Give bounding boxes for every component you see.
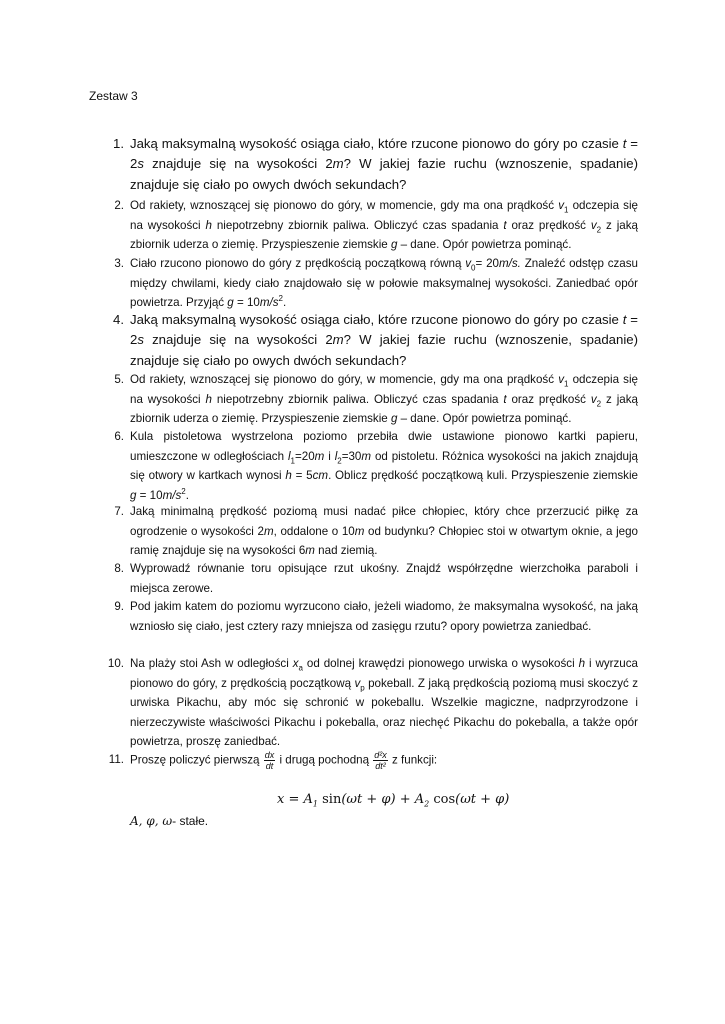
problem-8: 8. Wyprowadź równanie toru opisujące rzut ukośny. Znajdź współrzędne wierzchołka paraboli i miejsca zerowe. bbox=[130, 559, 638, 598]
problem-5: 5. Od rakiety, wznoszącej się pionowo do góry, w momencie, gdy ma ona prądkość $v_1$ odczepia się na wysokości h niepotrzebny zbiornik paliwa. Obliczyć czas spadania t oraz prędkość $v_2$ z jaką zbiornik uderza o ziemię. Przyspieszenie ziemskie g – dane. Opór powietrza pominąć. bbox=[130, 370, 638, 429]
problem-9: 9. Pod jakim katem do poziomu wyrzucono ciało, jeżeli wiadomo, że maksymalna wysokość, na jaką wzniosło się ciało, jest cztery razy mniejsza od zasięgu rzutu? opory powietrza zaniedbać. bbox=[130, 597, 638, 636]
problem-10: 10. Na plaży stoi Ash w odległości $x_a$ od dolnej krawędzi pionowego urwiska o wysokości h i wyrzuca pionowo do góry, z prędkością początkową $v_p$ pokeball. Z jaką prędkością poziomą musi skoczyć z urwiska Pikachu, aby móc się schronić w pokeballu. Wszelkie magiczne, nadprzyrodzone i nierzeczywiste właściwości Pikachu i pokeballa, oraz niechęć Pikachu do pokeballa, a także opór powietrza, proszę zaniedbać. bbox=[130, 654, 638, 752]
problem-number: 3. bbox=[114, 257, 124, 270]
problem-number: 8. bbox=[114, 562, 124, 575]
problem-number: 4. bbox=[113, 312, 124, 327]
problem-number: 10. bbox=[107, 657, 124, 670]
problem-1: 1. Jaką maksymalną wysokość osiąga ciało, które rzucone pionowo do góry po czasie t = 2s znajduje się na wysokości 2m? W jakiej fazie ruchu (wznoszenie, spadanie) znajduje się ciało po owych dwóch sekundach? bbox=[130, 134, 638, 195]
problem-number: 2. bbox=[114, 199, 124, 212]
problem-2: 2. Od rakiety, wznoszącej się pionowo do góry, w momencie, gdy ma ona prądkość $v_1$ odczepia się na wysokości h niepotrzebny zbiornik paliwa. Obliczyć czas spadania t oraz prędkość $v_2$ z jaką zbiornik uderza o ziemię. Przyspieszenie ziemskie g – dane. Opór powietrza pominąć. bbox=[130, 196, 638, 255]
problem-number: 11. bbox=[108, 753, 124, 766]
problem-number: 1. bbox=[113, 136, 124, 151]
problem-11: 11. Proszę policzyć pierwszą $\frac{dx}{dt}$ i drugą pochodną $\frac{\text{d²x}}{\text{dt²}}$ z funkcji: bbox=[130, 750, 638, 771]
problem-7: 7. Jaką minimalną prędkość poziomą musi nadać piłce chłopiec, który chce przerzucić piłkę za ogrodzenie o wysokości 2m, oddalone o 10m od budynku? Chłopiec stoi w otwartym oknie, a jego ramię znajduje się na wysokości 6m nad ziemią. bbox=[130, 502, 638, 561]
constants-note: A, φ, ω- stałe. bbox=[130, 814, 209, 828]
function-formula: $x = A_1$ $\sin(\omega t + \varphi) + A_2$ cos(ωt + φ) bbox=[277, 792, 510, 809]
problem-6: 6. Kula pistoletowa wystrzelona poziomo przebiła dwie ustawione pionowo kartki papieru, umieszczone w odległościach $l_1=20m$ i $l_2=30m$ od pistoletu. Różnica wysokości na jakich znajdują się otwory w kartkach wynosi h = 5cm. Oblicz prędkość początkową kuli. Przyspieszenie ziemskie $g = 10m/s^2$. bbox=[130, 427, 638, 505]
problem-number: 9. bbox=[114, 600, 124, 613]
problem-number: 7. bbox=[114, 505, 124, 518]
problem-4: 4. Jaką maksymalną wysokość osiąga ciało, które rzucone pionowo do góry po czasie t = 2s znajduje się na wysokości 2m? W jakiej fazie ruchu (wznoszenie, spadanie) znajduje się ciało po owych dwóch sekundach? bbox=[130, 310, 638, 371]
page-title: Zestaw 3 bbox=[89, 89, 138, 103]
second-derivative-fraction: $\frac{\text{d²x}}{\text{dt²}}$ bbox=[374, 750, 387, 771]
problem-number: 6. bbox=[114, 430, 124, 443]
first-derivative-fraction: $\frac{dx}{dt}$ bbox=[264, 750, 275, 771]
problem-3: 3. Ciało rzucono pionowo do góry z prędkością początkową równą $v_0= 20m/s$. Znaleźć odstęp czasu między chwilami, kiedy ciało znajdowało się w połowie maksymalnej wysokości. Zaniedbać opór powietrza. Przyjąć $g = 10m/s^2$. bbox=[130, 254, 638, 313]
problem-number: 5. bbox=[114, 373, 124, 386]
